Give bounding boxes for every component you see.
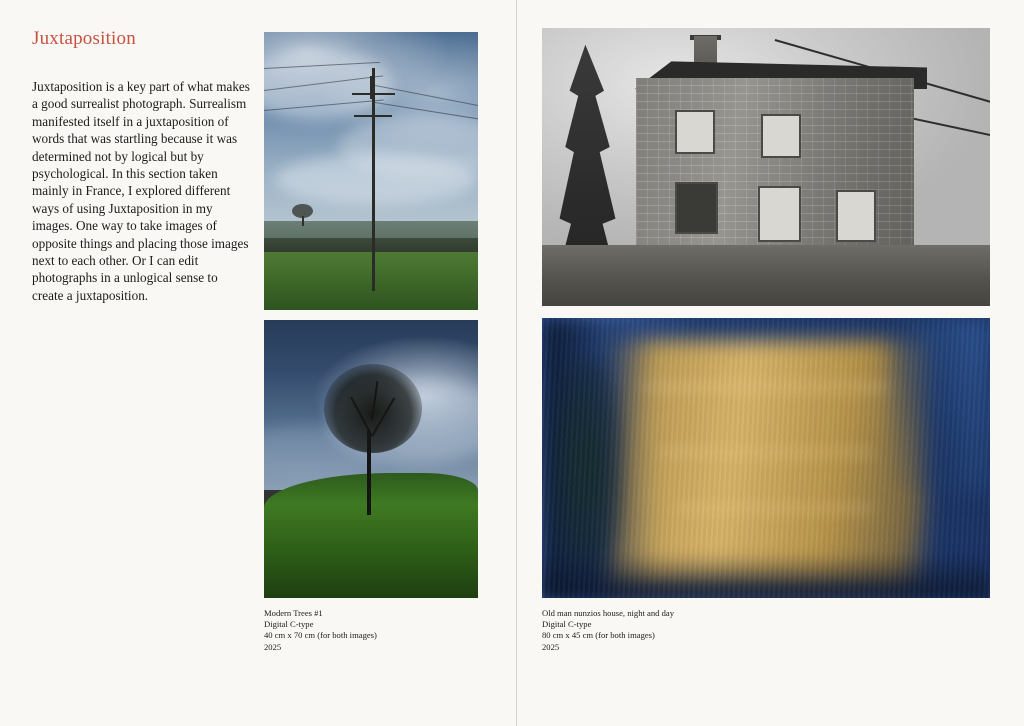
page-title: Juxtaposition: [32, 28, 136, 49]
distant-bare-tree: [290, 204, 316, 226]
tree-trunk: [367, 431, 371, 514]
caption-dimensions: 40 cm x 70 cm (for both images): [264, 630, 377, 641]
text-column: [32, 28, 250, 304]
photo-power-pole-landscape: [264, 32, 478, 310]
window-lower-left: [675, 182, 718, 234]
cloud-shape: [275, 154, 478, 204]
body-paragraph: Juxtaposition is a key part of what makes a good surrealist photograph. Surrealism manifested itself in a juxtaposition of words that was startling because it was determined not by logical but by psychological. In this section taken mainly in France, I explored different ways of using Juxtaposition in my images. One way to take images of opposite things and placing those images next to each other. Or I can edit photographs in a unlogical sense to create a juxtaposition.: [32, 79, 250, 303]
caption-title: Old man nunzios house, night and day: [542, 608, 674, 618]
window-upper-left: [675, 110, 715, 154]
caption-title: Modern Trees #1: [264, 608, 323, 618]
caption-right-plate: [542, 608, 674, 653]
boundary-wall: [542, 245, 990, 306]
caption-dimensions: 80 cm x 45 cm (for both images): [542, 630, 655, 641]
grass-field: [264, 252, 478, 310]
photo-lone-bare-tree: [264, 320, 478, 598]
grass-hill: [264, 473, 478, 598]
page-gutter-divider: [516, 0, 517, 726]
window-upper-middle: [761, 114, 801, 158]
utility-pole: [372, 68, 375, 290]
caption-year: 2025: [542, 641, 560, 652]
caption-left-plate: [264, 608, 377, 653]
door-lower-middle: [758, 186, 801, 242]
film-grain: [542, 318, 990, 598]
photo-stone-house-bw: [542, 28, 990, 306]
caption-process: Digital C-type: [264, 619, 314, 630]
caption-process: Digital C-type: [542, 619, 592, 630]
caption-year: 2025: [264, 641, 282, 652]
photo-stone-house-blurred-night: [542, 318, 990, 598]
window-lower-right: [836, 190, 876, 242]
